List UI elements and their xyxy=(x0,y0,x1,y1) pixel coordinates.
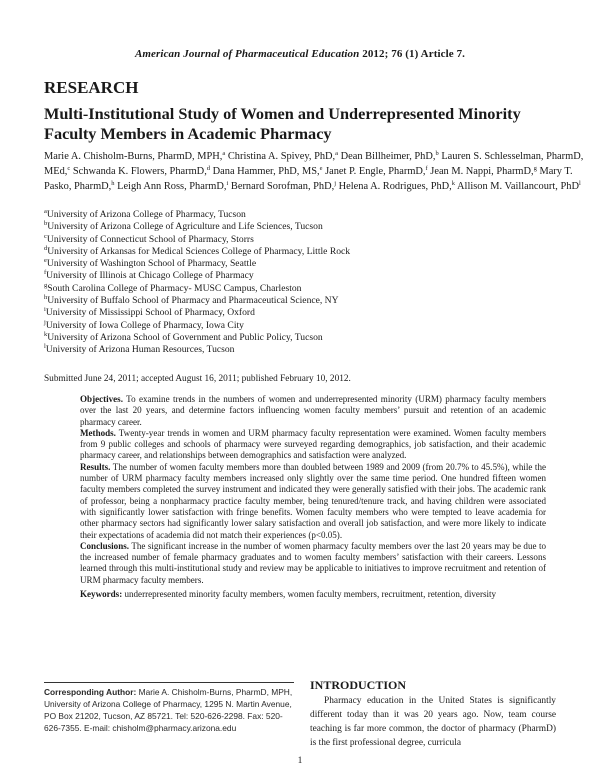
author: Jean M. Nappi, PharmD, xyxy=(427,166,534,178)
author-affiliation-marker: c xyxy=(67,165,71,173)
affiliation-text: University of Iowa College of Pharmacy, Iowa City xyxy=(45,319,244,331)
affiliation-marker: d xyxy=(44,244,48,252)
methods-label: Methods. xyxy=(80,427,116,438)
affiliation-text: University of Illinois at Chicago College of Pharmacy xyxy=(46,270,254,282)
paper-title: Multi-Institutional Study of Women and Underrepresented Minority Faculty Members in Academic Pharmacy xyxy=(44,104,521,143)
author-affiliation-marker: a xyxy=(222,150,226,157)
affiliation xyxy=(44,283,564,295)
abstract xyxy=(80,394,546,600)
affiliation-marker: i xyxy=(44,306,46,314)
affiliation xyxy=(44,258,564,270)
results-label: Results. xyxy=(80,461,111,472)
affiliation xyxy=(44,344,564,356)
author-affiliation-marker: l xyxy=(578,180,581,188)
abstract-methods xyxy=(80,428,546,462)
corresponding-author-label: Corresponding Author: xyxy=(44,687,137,697)
affiliation-text: University of Buffalo School of Pharmacy and Pharmaceutical Science, NY xyxy=(47,295,339,307)
page-number: 1 xyxy=(297,756,303,766)
results-text: The number of women faculty members more than doubled between 1989 and 2009 (from 20.7% to 45.5%), while the number of URM pharmacy faculty members increased only slightly over the same time period. One hundred fifteen women faculty members completed the survey instrument and indicated they were generally satisfied with their jobs. The academic rank of professor, being a nonpharmacy practice faculty member, being tenured/tenure track, and having children were associated with significantly lower satisfaction with fringe benefits. Women faculty members who were tempted to leave academia for other pharmacy sectors had significantly lower salary satisfaction and overall job satisfaction, and were more likely to indicate their expectations of academia did not match their experiences (p<0.05). xyxy=(80,461,546,540)
abstract-results xyxy=(80,462,546,541)
affiliation-marker: f xyxy=(44,269,47,277)
affiliation-text: University of Arizona Human Resources, Tucson xyxy=(45,344,235,356)
abstract-objectives xyxy=(80,394,546,428)
author-affiliation-marker: e xyxy=(319,165,323,173)
affiliation xyxy=(44,270,564,282)
objectives-text: To examine trends in the numbers of women and underrepresented minority (URM) pharmacy faculty members over the last 20 years, and determine factors influencing women faculty members’ pursuit and retention of an academic pharmacy career. xyxy=(80,394,546,427)
author: Marie A. Chisholm-Burns, PharmD, MPH, xyxy=(44,151,223,162)
journal-issue: 2012; 76 (1) Article 7. xyxy=(362,48,466,60)
abstract-conclusions xyxy=(80,541,546,586)
author: Schwanda K. Flowers, PharmD, xyxy=(70,166,207,178)
author-affiliation-marker: i xyxy=(226,180,229,188)
affiliation-text: University of Arkansas for Medical Sciences College of Pharmacy, Little Rock xyxy=(47,245,351,257)
author-affiliation-marker: d xyxy=(206,165,211,173)
affiliation-marker: e xyxy=(44,257,47,265)
author-list xyxy=(44,149,584,195)
affiliation xyxy=(44,320,564,332)
affiliation xyxy=(44,234,564,246)
author-affiliation-marker: g xyxy=(533,165,537,173)
author-affiliation-marker: b xyxy=(435,150,439,157)
author: Mary T. Pasko, PharmD, xyxy=(44,166,573,193)
affiliation-marker: b xyxy=(44,220,48,228)
affiliation-text: University of Connecticut School of Pharmacy, Storrs xyxy=(46,233,254,245)
objectives-label: Objectives. xyxy=(80,394,123,404)
journal-header xyxy=(0,48,600,60)
corresponding-author xyxy=(44,682,294,734)
conclusions-label: Conclusions. xyxy=(80,540,130,551)
author: Leigh Ann Ross, PharmD, xyxy=(114,181,227,193)
affiliation-marker: a xyxy=(44,208,47,215)
affiliation xyxy=(44,295,564,307)
affiliation xyxy=(44,221,564,233)
author: Christina A. Spivey, PhD, xyxy=(225,151,336,162)
author: Dean Billheimer, PhD, xyxy=(338,151,436,162)
affiliation-text: University of Mississippi School of Pharmacy, Oxford xyxy=(45,307,255,319)
keywords-text: underrepresented minority faculty members, women faculty members, recruitment, retention, diversity xyxy=(122,589,497,600)
introduction-heading: INTRODUCTION xyxy=(310,678,407,692)
affiliation-marker: j xyxy=(44,318,46,326)
affiliation-text: University of Arizona College of Pharmacy, Tucson xyxy=(46,209,246,220)
author: Helena A. Rodrigues, PhD, xyxy=(336,181,452,193)
author-affiliation-marker: k xyxy=(451,180,456,188)
affiliation-text: South Carolina College of Pharmacy- MUSC Campus, Charleston xyxy=(47,282,302,294)
author: Dana Hammer, PhD, MS, xyxy=(210,166,320,178)
affiliation-list xyxy=(44,209,564,357)
corresponding-author-text: Marie A. Chisholm-Burns, PharmD, MPH, University of Arizona College of Pharmacy, 1295 N. Martin Avenue, PO Box 21202, Tucson, AZ 85721. Tel: 520-626-2298. Fax: 520-626-7355. E-mail: chisholm@pharmacy.arizona.edu xyxy=(44,687,293,733)
affiliation xyxy=(44,307,564,319)
author-affiliation-marker: a xyxy=(335,150,339,157)
methods-text: Twenty-year trends in women and URM pharmacy faculty representation were examined. Women faculty members from 9 public colleges and schools of pharmacy were surveyed regarding demographics, job satisfaction, and their academic pharmacy career, and relationships between demographics and satisfaction were analyzed. xyxy=(80,427,546,461)
submission-dates: Submitted June 24, 2011; accepted August 16, 2011; published February 10, 2012. xyxy=(44,374,351,384)
section-label: RESEARCH xyxy=(44,78,139,97)
affiliation-text: University of Arizona College of Agriculture and Life Sciences, Tucson xyxy=(47,221,323,233)
conclusions-text: The significant increase in the number of women pharmacy faculty members over the last 20 years may be due to the increased number of female pharmacy graduates and to women faculty members’ satisfaction with their careers. Lessons learned through this multi-institutional study and review may be applicable to initiatives to improve recruitment and retention of URM pharmacy faculty members. xyxy=(80,540,546,585)
affiliation xyxy=(44,209,564,221)
affiliation-marker: k xyxy=(44,330,48,338)
keywords-label: Keywords: xyxy=(80,589,123,600)
journal-name: American Journal of Pharmaceutical Education xyxy=(134,48,360,60)
author: Janet P. Engle, PharmD, xyxy=(322,166,426,178)
author-affiliation-marker: f xyxy=(425,165,428,173)
author-affiliation-marker: h xyxy=(111,180,115,188)
author: Bernard Sorofman, PhD, xyxy=(228,181,335,193)
author-affiliation-marker: j xyxy=(334,180,337,188)
author: Allison M. Vaillancourt, PhD xyxy=(455,181,579,193)
author: Lauren S. Schlesselman, PharmD, MEd, xyxy=(44,151,584,178)
affiliation-text: University of Washington School of Pharmacy, Seattle xyxy=(46,258,257,270)
affiliation-text: University of Arizona School of Government and Public Policy, Tucson xyxy=(47,331,323,343)
introduction-text: Pharmacy education in the United States is significantly different today than it was 20 years ago. Now, team course teaching is far more common, the doctor of pharmacy (PharmD) is the first professional degree, curricula xyxy=(310,696,556,748)
affiliation-marker: c xyxy=(44,232,47,240)
affiliation xyxy=(44,246,564,258)
affiliation-marker: h xyxy=(44,294,48,302)
affiliation-marker: l xyxy=(44,343,46,351)
affiliation-marker: g xyxy=(44,281,48,289)
affiliation xyxy=(44,332,564,344)
abstract-keywords xyxy=(80,589,546,600)
